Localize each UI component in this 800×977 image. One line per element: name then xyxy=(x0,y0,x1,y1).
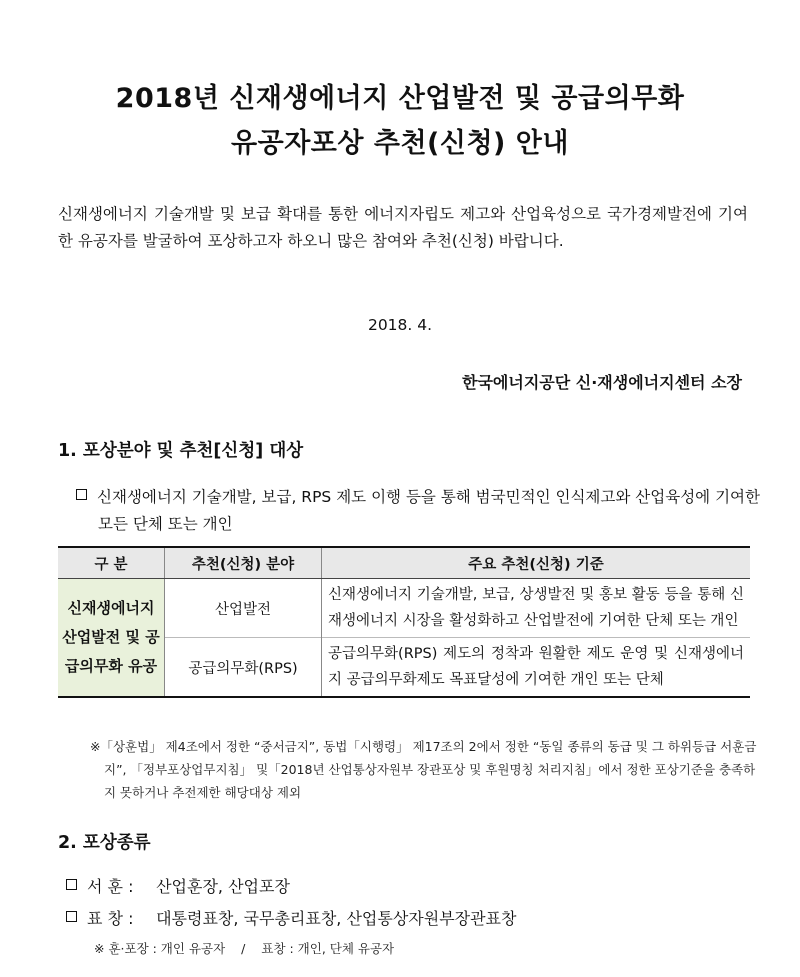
award-subnote xyxy=(94,939,394,957)
table-header-row xyxy=(58,547,750,579)
target-bullet-text: 신재생에너지 기술개발, 보급, RPS 제도 이행 등을 통해 범국민적인 인식제고와 산업육성에 기여한 모든 단체 또는 개인 xyxy=(97,488,760,533)
award-value: 산업훈장, 산업포장 xyxy=(156,877,290,896)
table-category-cell: 신재생에너지 산업발전 및 공급의무화 유공 xyxy=(58,579,165,698)
award-label: 표 창 : xyxy=(87,909,134,928)
document-date: 2018. 4. xyxy=(367,316,433,334)
table-field-cell: 산업발전 xyxy=(165,579,322,638)
table-header-field: 추천(신청) 분야 xyxy=(165,547,322,579)
award-label: 서 훈 : xyxy=(87,877,134,896)
checkbox-bullet-icon xyxy=(66,911,77,922)
award-item-decoration xyxy=(66,874,290,897)
table-header-criteria: 주요 추천(신청) 기준 xyxy=(322,547,751,579)
award-field-table xyxy=(58,546,750,698)
award-value: 대통령표창, 국무총리표창, 산업통상자원부장관표창 xyxy=(156,909,517,928)
table-field-cell: 공급의무화(RPS) xyxy=(165,638,322,698)
document-title-line1: 2018년 신재생에너지 산업발전 및 공급의무화 xyxy=(115,83,685,114)
table-row xyxy=(58,579,750,638)
intro-paragraph: 신재생에너지 기술개발 및 보급 확대를 통한 에너지자립도 제고와 산업육성으로 국가경제발전에 기여한 유공자를 발굴하여 포상하고자 하오니 많은 참여와 추천(신청) 바랍니다. xyxy=(58,205,748,250)
document-title-line2: 유공자포상 추천(신청) 안내 xyxy=(231,128,569,159)
award-item-commendation xyxy=(66,906,516,929)
exclusion-note: ※「상훈법」 제4조에서 정한 “중서금지”, 동법「시행령」 제17조의 2에서 정한 “동일 종류의 동급 및 그 하위등급 서훈금지”, 「정부포상업무지침」 및「2018년 산업통상자원부 장관포상 및 후원명칭 처리지침」에서 정한 포상기준을 충족하지 못하거나 추전제한 해당대상 제외 xyxy=(90,739,757,800)
sender-name: 한국에너지공단 신·재생에너지센터 소장 xyxy=(462,373,742,392)
checkbox-bullet-icon xyxy=(66,879,77,890)
subnote-left: ※ 훈·포장 : 개인 유공자 xyxy=(94,941,226,956)
section-heading-1: 1. 포상분야 및 추천[신청] 대상 xyxy=(58,441,304,461)
subnote-separator: / xyxy=(241,941,246,956)
section-heading-2: 2. 포상종류 xyxy=(58,833,151,853)
target-bullet xyxy=(76,484,770,538)
checkbox-bullet-icon xyxy=(76,489,87,500)
table-criteria-cell: 공급의무화(RPS) 제도의 정착과 원활한 제도 운영 및 신재생에너지 공급의무화제도 목표달성에 기여한 개인 또는 단체 xyxy=(322,638,751,698)
subnote-right: 표창 : 개인, 단체 유공자 xyxy=(261,941,395,956)
table-header-category: 구 분 xyxy=(58,547,165,579)
table-criteria-cell: 신재생에너지 기술개발, 보급, 상생발전 및 홍보 활동 등을 통해 신재생에너지 시장을 활성화하고 산업발전에 기여한 단체 또는 개인 xyxy=(322,579,751,638)
